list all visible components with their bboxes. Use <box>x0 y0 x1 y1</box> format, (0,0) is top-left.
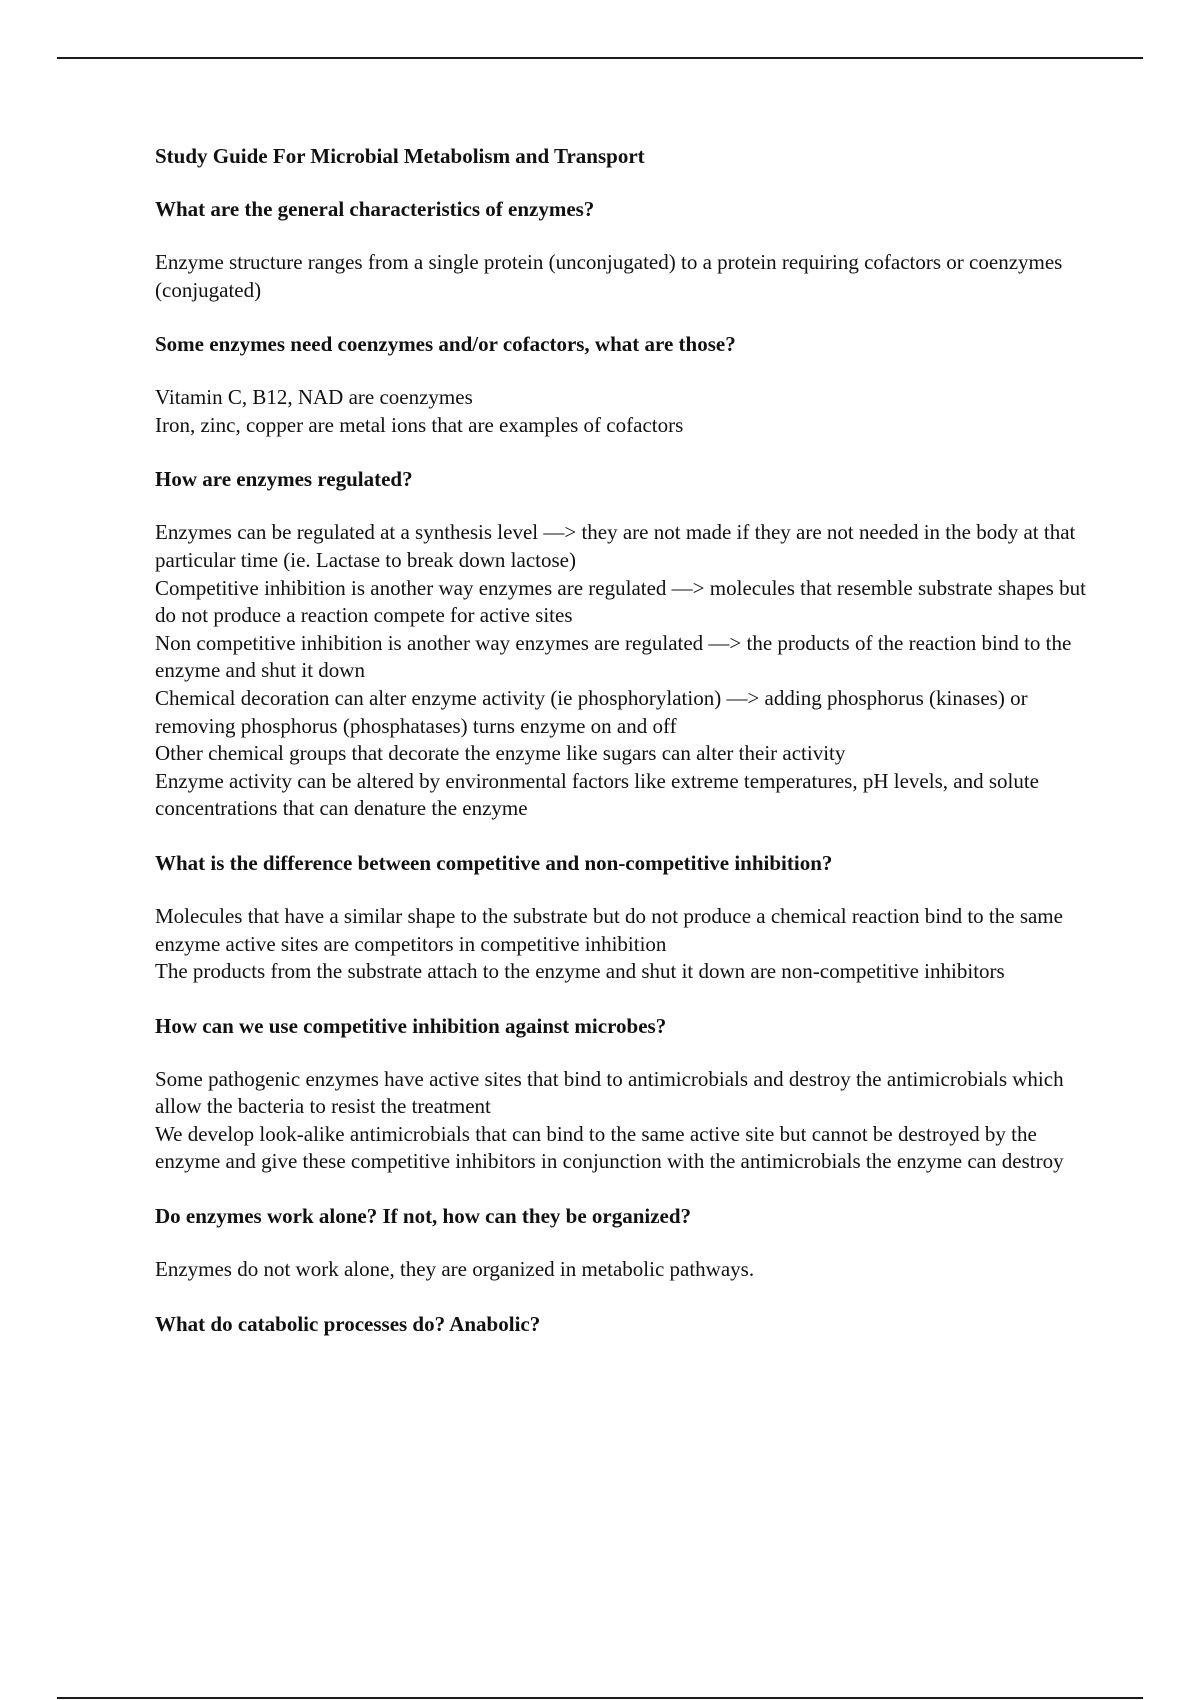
answer-block <box>155 249 1090 304</box>
section-enzyme-characteristics <box>155 195 1090 304</box>
answer-line: Competitive inhibition is another way enzymes are regulated —> molecules that resemble substrate shapes but do not produce a reaction compete for active sites <box>155 575 1086 628</box>
question-heading: What are the general characteristics of enzymes? <box>155 197 595 221</box>
answer-line: The products from the substrate attach to the enzyme and shut it down are non-competitive inhibitors <box>155 959 1005 984</box>
question-heading: What do catabolic processes do? Anabolic? <box>155 1311 541 1336</box>
answer-line: Some pathogenic enzymes have active sites that bind to antimicrobials and destroy the antimicrobials which allow the bacteria to resist the treatment <box>155 1066 1064 1119</box>
question-heading: What is the difference between competitive and non-competitive inhibition? <box>155 850 833 875</box>
answer-line: Non competitive inhibition is another way enzymes are regulated —> the products of the reaction bind to the enzyme and shut it down <box>155 630 1072 683</box>
answer-block <box>155 1066 1090 1176</box>
document-title: Study Guide For Microbial Metabolism and Transport <box>155 144 645 168</box>
answer-line: Enzymes can be regulated at a synthesis level —> they are not made if they are not needed in the body at that particular time (ie. Lactase to break down lactose) <box>155 520 1076 572</box>
section-catabolic-anabolic <box>155 1310 1090 1338</box>
answer-block <box>155 1256 1090 1284</box>
top-rule <box>57 57 1143 59</box>
section-enzyme-regulation <box>155 465 1090 823</box>
section-coenzymes-cofactors <box>155 330 1090 439</box>
answer-block <box>155 903 1090 986</box>
answer-block <box>155 519 1090 823</box>
answer-line: Vitamin C, B12, NAD are coenzymes <box>155 385 473 410</box>
answer-line: Chemical decoration can alter enzyme activity (ie phosphorylation) —> adding phosphorus (kinases) or removing phosphorus (phosphatases) turns enzyme on and off <box>155 685 1028 738</box>
question-heading: How can we use competitive inhibition against microbes? <box>155 1013 667 1038</box>
bottom-rule <box>57 1697 1143 1699</box>
answer-line: Enzyme activity can be altered by environmental factors like extreme temperatures, pH levels, and solute concentrations that can denature the enzyme <box>155 768 1039 821</box>
question-heading: Do enzymes work alone? If not, how can they be organized? <box>155 1204 692 1229</box>
section-enzyme-organization <box>155 1202 1090 1284</box>
section-inhibition-against-microbes <box>155 1012 1090 1176</box>
answer-line: We develop look-alike antimicrobials that can bind to the same active site but cannot be destroyed by the enzyme and give these competitive inhibitors in conjunction with the antimicrobials the enzyme can destroy <box>155 1121 1064 1174</box>
document-body <box>155 142 1090 1364</box>
question-heading: Some enzymes need coenzymes and/or cofactors, what are those? <box>155 332 736 357</box>
answer-line: Enzymes do not work alone, they are organized in metabolic pathways. <box>155 1257 755 1282</box>
answer-line: Molecules that have a similar shape to the substrate but do not produce a chemical reaction bind to the same enzyme active sites are competitors in competitive inhibition <box>155 903 1063 956</box>
section-inhibition-difference <box>155 849 1090 986</box>
answer-block <box>155 384 1090 439</box>
answer-line: Other chemical groups that decorate the enzyme like sugars can alter their activity <box>155 741 846 766</box>
answer-line: Iron, zinc, copper are metal ions that are examples of cofactors <box>155 412 684 437</box>
answer-line: Enzyme structure ranges from a single protein (unconjugated) to a protein requiring cofactors or coenzymes (conjugated) <box>155 250 1063 302</box>
question-heading: How are enzymes regulated? <box>155 467 413 492</box>
